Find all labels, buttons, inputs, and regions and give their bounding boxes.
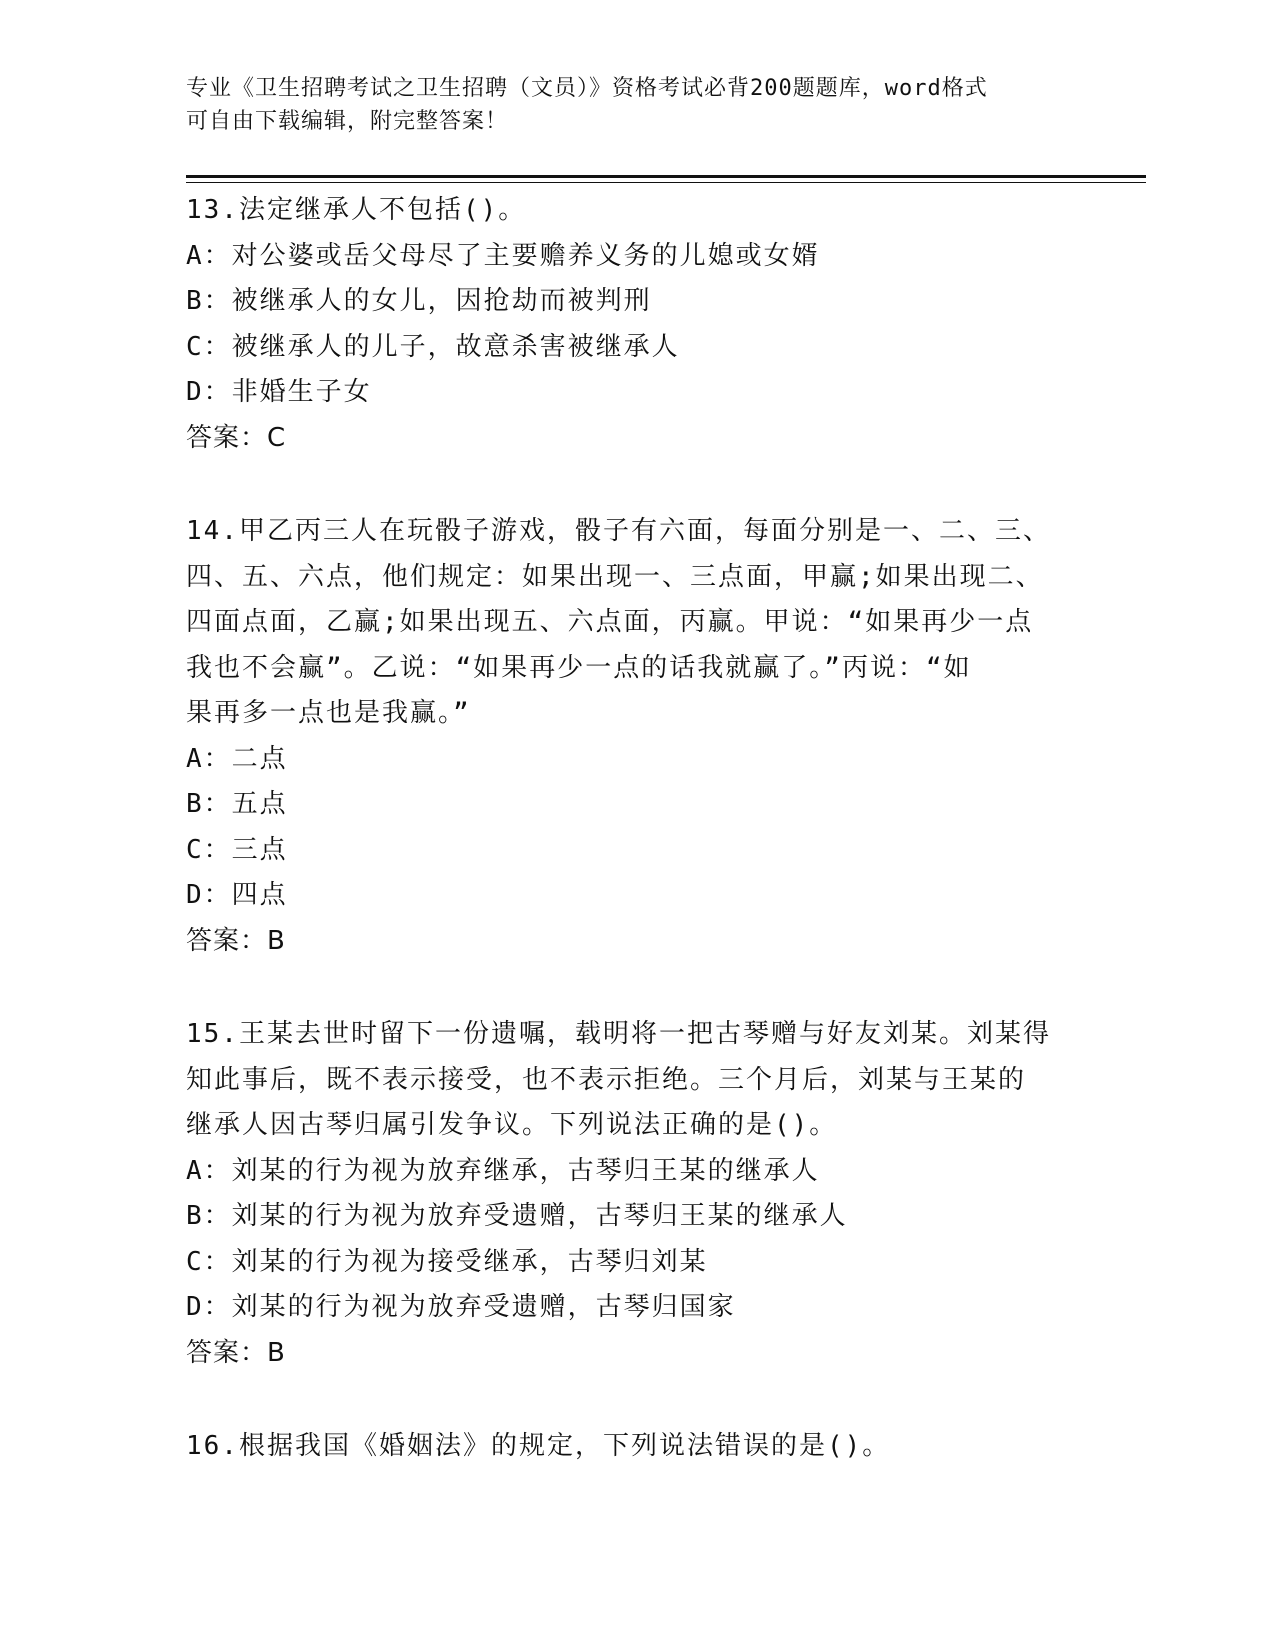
question-list bbox=[186, 188, 1086, 1470]
option-c: C：刘某的行为视为接受继承，古琴归刘某 bbox=[186, 1246, 708, 1277]
answer-label: 答案：C bbox=[186, 422, 287, 453]
question-stem: 13.法定继承人不包括()。 bbox=[186, 195, 527, 225]
question-stem: 16.根据我国《婚姻法》的规定，下列说法错误的是()。 bbox=[186, 1431, 891, 1461]
question-stem: 我也不会赢”。乙说：“如果再少一点的话我就赢了。”丙说：“如 bbox=[186, 652, 972, 683]
question-stem: 四面点面，乙赢;如果出现五、六点面，丙赢。甲说：“如果再少一点 bbox=[186, 607, 1034, 637]
question-stem: 四、五、六点，他们规定：如果出现一、三点面，甲赢;如果出现二、 bbox=[186, 561, 1044, 592]
header-line-2: 可自由下载编辑，附完整答案！ bbox=[186, 109, 509, 134]
question-stem: 继承人因古琴归属引发争议。下列说法正确的是()。 bbox=[186, 1110, 838, 1140]
option-b: B：被继承人的女儿，因抢劫而被判刑 bbox=[186, 286, 652, 316]
answer-label: 答案：B bbox=[186, 1337, 286, 1368]
option-d: D：四点 bbox=[186, 880, 288, 910]
option-a: A：二点 bbox=[186, 743, 288, 774]
option-b: B：刘某的行为视为放弃受遗赠，古琴归王某的继承人 bbox=[186, 1201, 848, 1231]
question-stem: 知此事后，既不表示接受，也不表示拒绝。三个月后，刘某与王某的 bbox=[186, 1064, 1027, 1095]
header-divider-thick bbox=[186, 175, 1146, 178]
option-c: C：被继承人的儿子，故意杀害被继承人 bbox=[186, 331, 680, 362]
header-divider-thin bbox=[186, 182, 1146, 183]
answer-label: 答案：B bbox=[186, 925, 286, 956]
question-stem: 14.甲乙丙三人在玩骰子游戏，骰子有六面，每面分别是一、二、三、 bbox=[186, 516, 1051, 546]
question-stem: 15.王某去世时留下一份遗嘱，载明将一把古琴赠与好友刘某。刘某得 bbox=[186, 1019, 1051, 1049]
question-stem: 果再多一点也是我赢。” bbox=[186, 698, 471, 728]
document-header bbox=[186, 72, 1066, 138]
header-line-1: 专业《卫生招聘考试之卫生招聘（文员）》资格考试必背200题题库，word格式 bbox=[186, 76, 988, 101]
question-item bbox=[186, 1424, 1086, 1470]
option-d: D：非婚生子女 bbox=[186, 377, 372, 407]
option-a: A：对公婆或岳父母尽了主要赡养义务的儿媳或女婿 bbox=[186, 240, 820, 271]
option-a: A：刘某的行为视为放弃继承，古琴归王某的继承人 bbox=[186, 1155, 820, 1186]
option-b: B：五点 bbox=[186, 789, 288, 819]
option-d: D：刘某的行为视为放弃受遗赠，古琴归国家 bbox=[186, 1292, 736, 1322]
question-item bbox=[186, 1012, 1086, 1376]
question-item bbox=[186, 509, 1086, 964]
option-c: C：三点 bbox=[186, 834, 288, 865]
question-item bbox=[186, 188, 1086, 461]
